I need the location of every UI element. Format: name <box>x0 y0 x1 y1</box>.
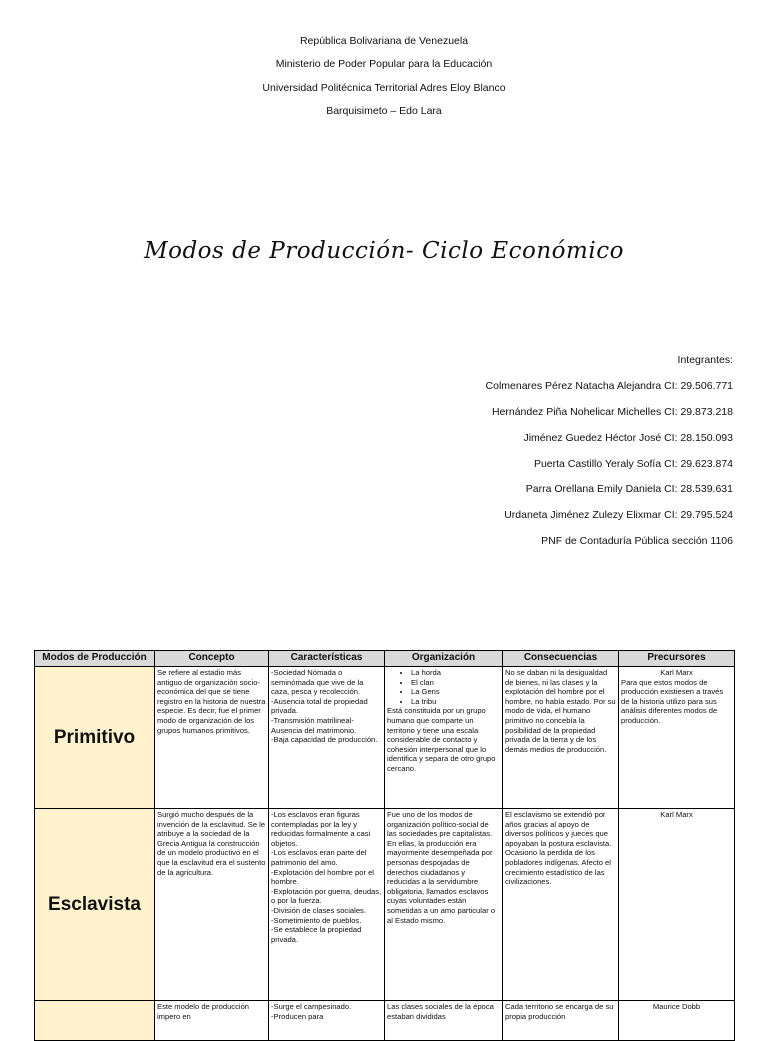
concepto-cell: Se refiere al estadio más antiguo de organización socio-económica del que se tiene registro en la historia de nuestra especie. Es decir, fue el primer modo de organización de los grupos humanos primitivos. <box>155 667 269 809</box>
table-row-esclavista <box>35 809 735 1001</box>
caracteristicas-cell <box>269 667 385 809</box>
organizacion-cell: Las clases sociales de la época estaban divididas <box>385 1001 503 1041</box>
caracteristica-item: -Ausencia total de propiedad privada. <box>271 696 368 716</box>
mode-cell: Primitivo <box>35 667 155 809</box>
members-block <box>486 352 733 559</box>
precursor-name: Maurice Dobb <box>652 1002 701 1011</box>
consecuencias-cell: No se daban ni la desigualdad de bienes, ni las clases y la explotación del hombre por el hombre, no había estado. Por su modo de vida, el humano primitivo no concebía la posibilidad de la propiedad privada de la tierra y de los demás medios de producción. <box>503 667 619 809</box>
member-item: Hernández Piña Nohelicar Michelles CI: 29.873.218 <box>491 405 733 418</box>
caracteristica-item: -Baja capacidad de producción. <box>271 735 378 745</box>
organizacion-cell <box>385 667 503 809</box>
header-line-city: Barquisimeto – Edo Lara <box>326 105 442 118</box>
caracteristica-item: -Los esclavos eran figuras contempladas por la ley y reducidas formalmente a casi objetos. <box>271 810 371 848</box>
caracteristica-item: -Transmisión matrilineal- Ausencia del matrimonio. <box>271 715 357 735</box>
organizacion-list <box>387 668 500 706</box>
list-item: • El clan <box>411 678 500 688</box>
header-consecuencias: Consecuencias <box>503 651 619 667</box>
table-row-partial <box>35 1001 735 1041</box>
member-item: Jiménez Guedez Héctor José CI: 28.150.093 <box>523 431 733 444</box>
precursor-name: Karl Marx <box>660 668 693 677</box>
members-label: Integrantes: <box>677 354 733 366</box>
program-section: PNF de Contaduría Pública sección 1106 <box>541 535 733 548</box>
caracteristica-item: -Explotación del hombre por el hombre. <box>271 867 374 887</box>
list-item: • La Gens <box>411 687 500 697</box>
production-modes-table <box>34 650 735 1041</box>
caracteristica-item: -Surge el campesinado. <box>271 1002 352 1011</box>
caracteristica-item: -Se establece la propiedad privada. <box>271 925 362 944</box>
caracteristica-item: -Explotación por guerra, deudas, o por la fuerza. <box>271 886 382 906</box>
header-line-university: Universidad Politécnica Territorial Adres Eloy Blanco <box>262 81 506 94</box>
header-concepto: Concepto <box>155 651 269 667</box>
caracteristica-item: -Sometimiento de pueblos. <box>271 915 362 925</box>
institution-header <box>0 33 768 127</box>
organizacion-cell: Fue uno de los modos de organización político-social de las sociedades pre capitalistas. En ellas, la producción era mayormente desempeñada por personas despojadas de derechos ciudadanos y reducidas a la servidumbre obligatoria, llamados esclavos cuyas voluntades están sometidas a un amo particular o al Estado mismo. <box>385 809 503 1001</box>
consecuencias-cell: El esclavismo se extendió por años gracias al apoyo de diversos políticos y jueces que apoyaban la postura esclavista. Ocasiono la perdida de los pobladores indígenas. Afecto el crecimiento estadístico de las civilizaciones. <box>503 809 619 1001</box>
precursor-text: Para que estos modos de producción existiesen a través de la historia utilizo para sus análisis diferentes modos de producción. <box>621 677 724 725</box>
caracteristicas-cell <box>269 809 385 1001</box>
header-precursores: Precursores <box>619 651 735 667</box>
caracteristica-item: -Los esclavos eran parte del patrimonio del amo. <box>271 848 367 867</box>
header-modo: Modos de Producción <box>35 651 155 667</box>
caracteristicas-cell <box>269 1001 385 1041</box>
header-caracteristicas: Características <box>269 651 385 667</box>
precursores-cell <box>619 1001 735 1041</box>
member-item: Parra Orellana Emily Daniela CI: 28.539.631 <box>525 483 733 496</box>
header-line-country: República Bolivariana de Venezuela <box>299 35 469 47</box>
caracteristica-item: -Sociedad Nómada o seminómada que vive de la caza, pesca y recolección. <box>271 668 364 697</box>
precursores-cell <box>619 809 735 1001</box>
table-header-row <box>35 651 735 667</box>
consecuencias-cell: Cada territorio se encarga de su propia producción <box>503 1001 619 1041</box>
header-line-ministry: Ministerio de Poder Popular para la Educación <box>275 58 493 71</box>
list-item: • La horda <box>411 668 500 678</box>
caracteristica-item: -División de clases sociales. <box>271 905 366 915</box>
production-modes-table-wrap <box>34 650 734 1041</box>
precursor-name: Karl Marx <box>660 810 693 819</box>
member-item: Puerta Castillo Yeraly Sofía CI: 29.623.874 <box>533 457 733 470</box>
header-organizacion: Organización <box>385 651 503 667</box>
concepto-cell: Este modelo de producción impero en <box>155 1001 269 1041</box>
mode-cell: Esclavista <box>35 809 155 1001</box>
table-row-primitivo <box>35 667 735 809</box>
precursores-cell <box>619 667 735 809</box>
member-item: Urdaneta Jiménez Zulezy Elixmar CI: 29.795.524 <box>504 509 733 522</box>
organizacion-text: Está constituida por un grupo humano que comparte un territorio y tiene una escala considerable de contacto y cohesión interpersonal que lo identifica y separa de otro grupo cercano. <box>387 706 496 773</box>
concepto-cell: Surgió mucho después de la invención de la esclavitud. Se le atribuye a la sociedad de la Grecia Antigua la construcción de un modelo productivo en el que la esclavitud era el sustento de la agricultura. <box>155 809 269 1001</box>
caracteristica-item: -Producen para <box>271 1011 324 1021</box>
document-title: Modos de Producción- Ciclo Económico <box>144 238 624 264</box>
mode-cell <box>35 1001 155 1041</box>
list-item: • La tribu <box>411 697 500 707</box>
member-item: Colmenares Pérez Natacha Alejandra CI: 29.506.771 <box>485 379 733 392</box>
